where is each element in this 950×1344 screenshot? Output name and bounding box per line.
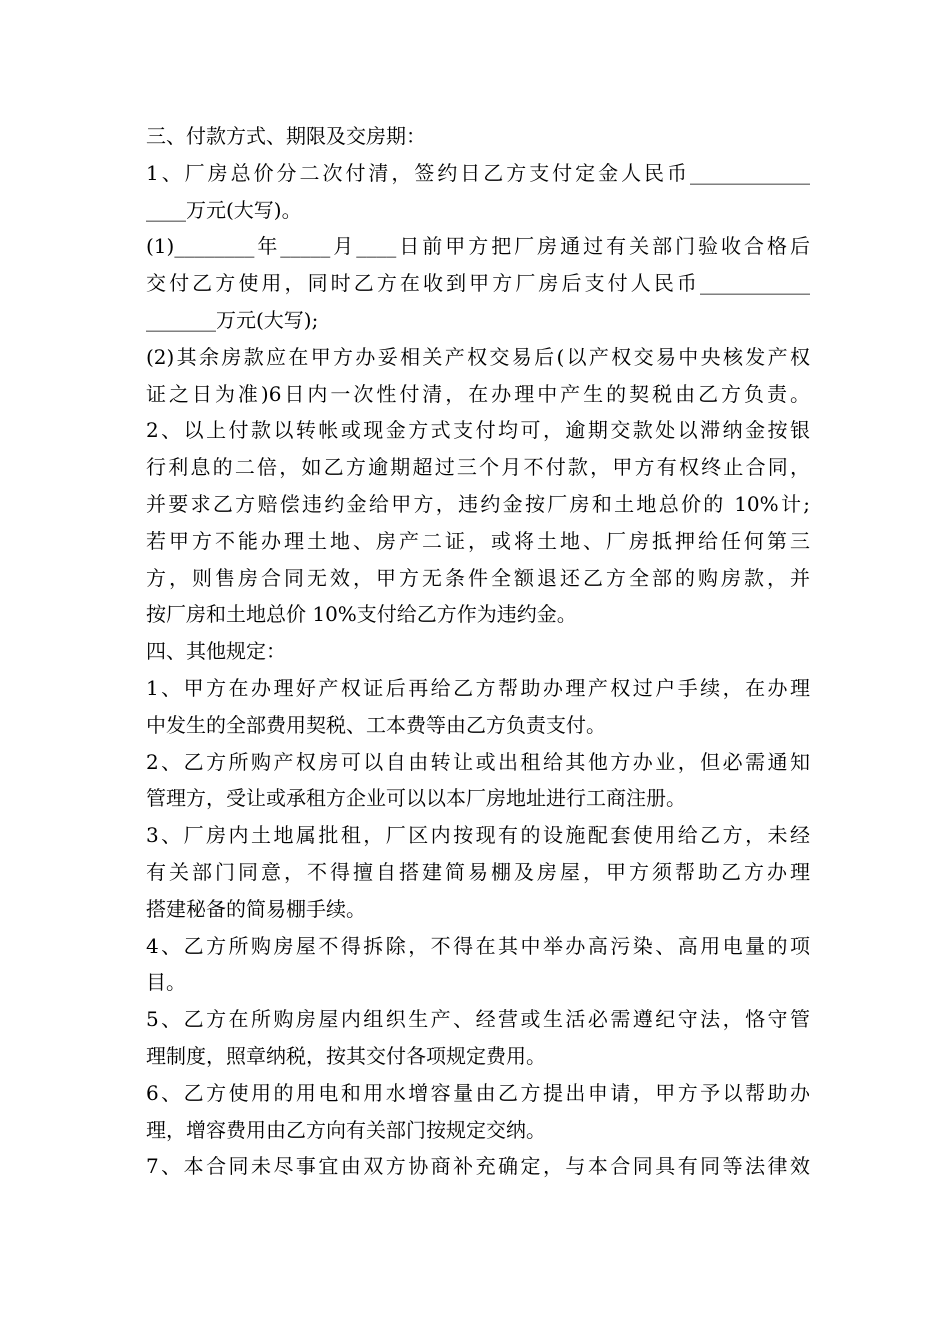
text-line: 理，增容费用由乙方向有关部门按规定交纳。 bbox=[146, 1117, 546, 1142]
text-line: 中发生的全部费用契税、工本费等由乙方负责支付。 bbox=[146, 712, 606, 737]
text-line: (1)________年_____月____日前甲方把厂房通过有关部门验收合格后 bbox=[146, 234, 810, 259]
text-line: (2)其余房款应在甲方办妥相关产权交易后(以产权交易中央核发产权 bbox=[146, 344, 810, 369]
text-line: 理制度，照章纳税，按其交付各项规定费用。 bbox=[146, 1043, 546, 1068]
text-line: _______万元(大写); bbox=[146, 307, 319, 332]
section-heading-other: 四、其他规定： bbox=[146, 639, 286, 664]
text-line: 方，则售房合同无效，甲方无条件全额退还乙方全部的购房款，并 bbox=[146, 565, 810, 590]
text-line: 管理方，受让或承租方企业可以以本厂房地址进行工商注册。 bbox=[146, 786, 686, 811]
text-line: 交付乙方使用，同时乙方在收到甲方厂房后支付人民币___________ bbox=[146, 271, 810, 296]
text-line: 5、乙方在所购房屋内组织生产、经营或生活必需遵纪守法，恪守管 bbox=[146, 1007, 810, 1032]
text-line: 目。 bbox=[146, 970, 186, 995]
text-line: 1、甲方在办理好产权证后再给乙方帮助办理产权过户手续，在办理 bbox=[146, 675, 810, 700]
text-line: 行利息的二倍，如乙方逾期超过三个月不付款，甲方有权终止合同， bbox=[146, 455, 810, 480]
text-line: 并要求乙方赔偿违约金给甲方，违约金按厂房和土地总价的 10%计; bbox=[146, 491, 810, 516]
text-line: ____万元(大写)。 bbox=[146, 197, 302, 222]
section-heading-payment: 三、付款方式、期限及交房期： bbox=[146, 124, 426, 148]
text-line: 1、厂房总价分二次付清，签约日乙方支付定金人民币____________ bbox=[146, 160, 810, 185]
text-line: 7、本合同未尽事宜由双方协商补充确定，与本合同具有同等法律效 bbox=[146, 1154, 810, 1179]
text-line: 按厂房和土地总价 10%支付给乙方作为违约金。 bbox=[146, 602, 577, 627]
text-line: 搭建秘备的简易棚手续。 bbox=[146, 896, 366, 921]
document-body bbox=[146, 118, 810, 1185]
text-line: 证之日为准)6日内一次性付清，在办理中产生的契税由乙方负责。 bbox=[146, 381, 810, 406]
text-line: 3、厂房内土地属批租，厂区内按现有的设施配套使用给乙方，未经 bbox=[146, 823, 810, 848]
text-line: 4、乙方所购房屋不得拆除，不得在其中举办高污染、高用电量的项 bbox=[146, 933, 810, 958]
text-line: 若甲方不能办理土地、房产二证，或将土地、厂房抵押给任何第三 bbox=[146, 528, 810, 553]
text-line: 有关部门同意，不得擅自搭建简易棚及房屋，甲方须帮助乙方办理 bbox=[146, 859, 810, 884]
text-line: 2、以上付款以转帐或现金方式支付均可，逾期交款处以滞纳金按银 bbox=[146, 418, 810, 443]
text-line: 2、乙方所购产权房可以自由转让或出租给其他方办业，但必需通知 bbox=[146, 749, 810, 774]
text-line: 6、乙方使用的用电和用水增容量由乙方提出申请，甲方予以帮助办 bbox=[146, 1080, 810, 1105]
